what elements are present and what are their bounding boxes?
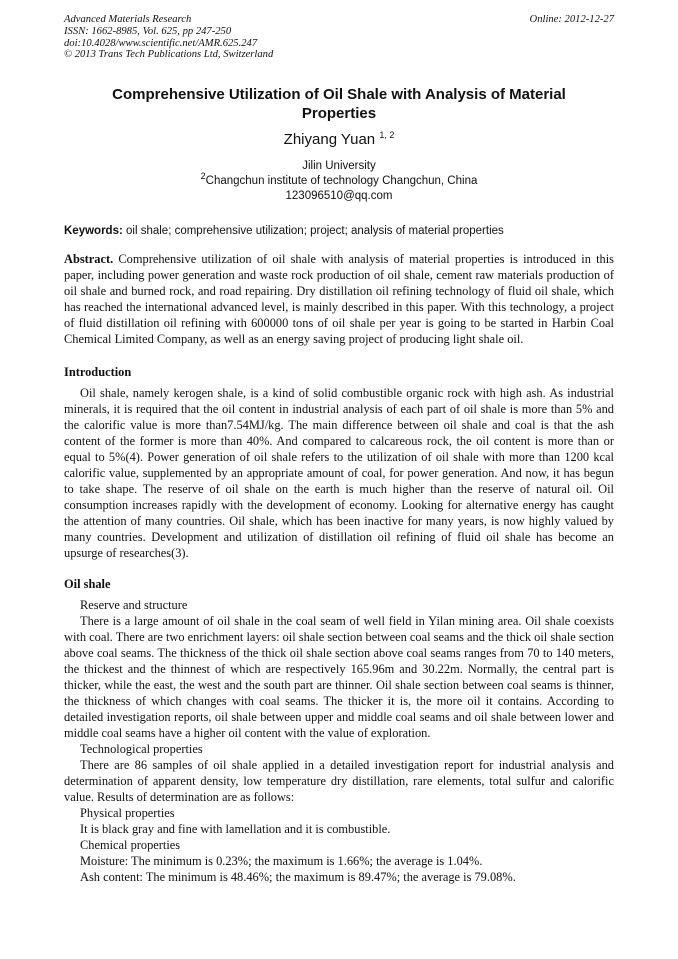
author-affiliation-marks: 1, 2 [379,130,395,141]
reserve-paragraph: There is a large amount of oil shale in the coal seam of well field in Yilan mining area. Oil shale coexists with coal. There are two enrichment layers: oil shale section between coal seams and the thick oil shale section above coal seams. The thickness of the thick oil shale section above coal seams ranges from 70 to 140 meters, the thickest and the thinnest of which are respectively 165.96m and 30.22m. Normally, the central part is thicker, while the east, the west and the south part are thinner. Oil shale section between coal seams is thinner, the thickness of which changes with coal seams. The thicker it is, the more oil it contains. According to detailed investigation reports, oil shale between upper and middle coal seams and oil shale between lower and middle coal seams have a higher oil content with the value of exploration. [64,614,614,741]
introduction-heading: Introduction [64,365,132,380]
affiliation-2 [64,171,614,189]
abstract [64,251,614,347]
introduction-paragraph: Oil shale, namely kerogen shale, is a kind of solid combustible organic rock with high ash. As industrial minerals, it is required that the oil content in industrial analysis of each part of oil shale is more than 5% and the calorific value is more than7.54MJ/kg. The main difference between oil shale and coal is that the ash content of the former is more than 40%. And compared to calcareous rock, the oil content is more than or equal to 5%(4). Power generation of oil shale refers to the utilization of oil shale with more than 1200 kcal calorific value, supplemented by an appropriate amount of coal, for power generation. And now, it has begun to take shape. The reserve of oil shale on the earth is much higher than the reserve of natural oil. Oil consumption increases rapidly with the development of economy. Looking for alternative energy has caught the attention of many countries. Oil shale, which has been inactive for many years, is now highly valued by many countries. Development and utilization of distillation oil refining of fluid oil shale has become an upsurge of researches(3). [64,386,614,561]
affiliation-2-text: Changchun institute of technology Changchun, China [205,175,478,188]
journal-header [64,14,614,61]
keywords-label: Keywords: [64,225,123,238]
affiliation-1: Jilin University [302,160,376,173]
oil-shale-heading: Oil shale [64,577,111,592]
author-email: 123096510@qq.com [285,190,393,203]
keywords [64,224,614,239]
abstract-text: Comprehensive utilization of oil shale with analysis of material properties is introduced in this paper, including power generation and waste rock production of oil shale, cement raw materials production of oil shale and burned rock, and road repairing. Dry distillation oil refining technology of fluid oil shale, which has reached the international advanced level, is mainly described in this paper. With this technology, a project of fluid distillation oil refining with 600000 tons of oil shale per year is going to be started in Harbin Coal Chemical Limited Company, as well as an energy saving project of producing light shale oil. [64,252,614,347]
online-date: Online: 2012-12-27 [529,14,614,25]
moisture-line: Moisture: The minimum is 0.23%; the maximum is 1.66%; the average is 1.04%. [80,854,483,869]
paper-title: Comprehensive Utilization of Oil Shale with Analysis of Material Properties [112,86,566,123]
technological-subheading: Technological properties [80,742,203,757]
author-name: Zhiyang Yuan [283,131,376,149]
copyright-line: © 2013 Trans Tech Publications Ltd, Switzerland [64,49,274,61]
chemical-subheading: Chemical properties [80,838,181,853]
technological-paragraph: There are 86 samples of oil shale applied in a detailed investigation report for industrial analysis and determination of apparent density, low temperature dry distillation, rare elements, total sulfur and calorific value. Results of determination are as follows: [64,758,614,805]
affiliation-2-mark: 2 [200,171,206,182]
journal-name: Advanced Materials Research [64,14,192,25]
keywords-text: oil shale; comprehensive utilization; project; analysis of material properties [126,225,504,238]
physical-text: It is black gray and fine with lamellation and it is combustible. [80,822,391,837]
abstract-label: Abstract. [64,252,114,267]
reserve-subheading: Reserve and structure [80,598,188,613]
author-line [64,131,614,149]
doi-line: doi:10.4028/www.scientific.net/AMR.625.247 [64,37,258,49]
issn-line: ISSN: 1662-8985, Vol. 625, pp 247-250 [64,25,232,37]
ash-content-line: Ash content: The minimum is 48.46%; the maximum is 89.47%; the average is 79.08%. [80,870,516,885]
physical-subheading: Physical properties [80,806,175,821]
